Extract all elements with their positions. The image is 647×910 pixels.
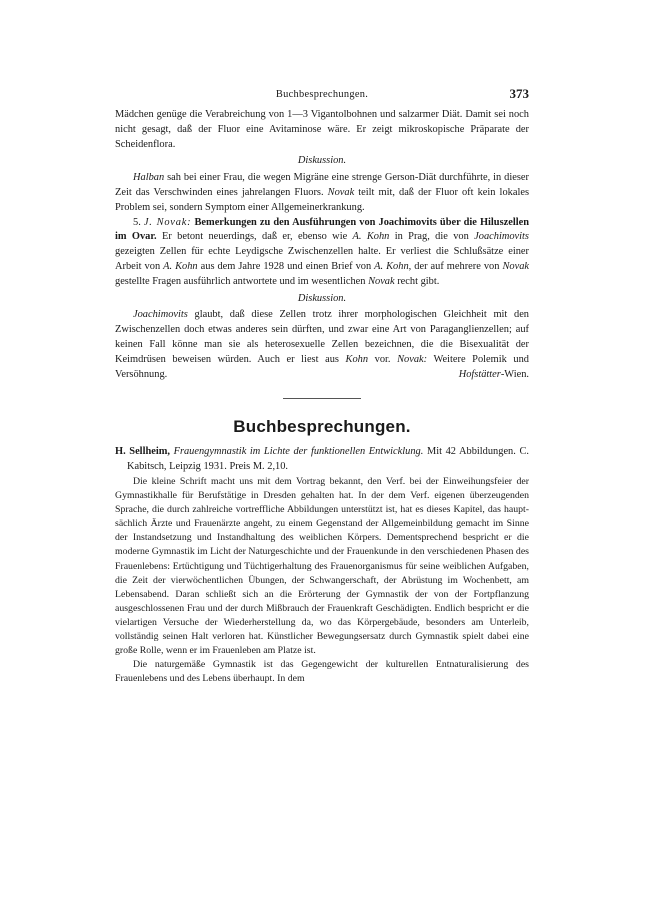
review-paragraph-2: Die naturgemäße Gymnastik ist das Gegengewicht der kulturellen Entnaturalisierung des Frauenlebens und des Lebens überhaupt. In dem xyxy=(115,659,529,685)
text-run: in Prag, die von xyxy=(389,231,475,243)
discussion-paragraph-2 xyxy=(115,308,529,382)
section-divider xyxy=(283,398,361,399)
text-run: vor. xyxy=(368,353,398,365)
review-author: H. Sellheim, xyxy=(115,446,170,458)
text-run: gestellte Fragen ausführlich antwortete und im wesentlichen xyxy=(115,275,369,287)
talk-title: Bemerkungen zu den Ausführungen von Joachimovits über die Hiluszellen im Ovar. xyxy=(115,216,530,243)
person-name: Joachimovits xyxy=(474,231,529,243)
signature-place: -Wien. xyxy=(500,368,529,380)
reviewer-signature xyxy=(115,368,529,383)
text-run: Weitere Polemik und Versöhnung. xyxy=(115,353,529,380)
text-run: recht gibt. xyxy=(394,275,440,287)
text-run: teilt mit, daß der Fluor oft kein lokales Problem sei, sondern Symptom einer Allgemeinerkrankung. xyxy=(115,186,529,213)
discussion-heading-2: Diskussion. xyxy=(297,292,347,304)
person-name: Kohn xyxy=(345,353,369,365)
text-run: gezeigten Zellen für echte Leydigsche Zwischenzellen halte. Er verliest die Schlußsätze einer Arbeit von xyxy=(115,246,529,272)
talk-author: J. Novak: xyxy=(143,216,192,228)
person-name: Novak: xyxy=(397,353,428,365)
person-name: Novak xyxy=(368,275,395,287)
text-run: der auf mehrere von xyxy=(411,260,503,272)
talk-5-paragraph xyxy=(115,216,529,290)
person-name: A. Kohn xyxy=(163,260,198,272)
review-paragraph-1: Die kleine Schrift macht uns mit dem Vortrag bekannt, den Verf. bei der Einweihungsfeier der Gymnastikhalle für Berufstätige in Dresden gehalten hat. In der dem Verf. eigenen überzeugenden Sprache, die durch zahlreiche vortreffliche Abbildungen unterstützt ist, hat es dieses Kapitel, das hauptsächlich Ärzte und Frauenärzte angeht, zu einem Gegenstand der Allgemeinbildung gemacht im Sinne der Instandsetzung und Instandhaltung des weiblichen Körpers. Dementsprechend bespricht er die moderne Gymnastik im Licht der Naturgeschichte und der Frauenkunde in den verschiedenen Phasen des Frauenlebens: Ertüchtigung und Tüchtigerhaltung des Frauenorganismus für seine weiblichen Aufgaben, die Zeit der vierwöchentlichen Übungen, der Schwangerschaft, der Abrüstung im Wochenbett, am Lebensabend. Daran schließt sich an die Erörterung der Gymnastik der von der Fortpflanzung ausgeschlossenen Frau und der durch Mißbrauch der Frauenkraft Geschädigten. Endlich bespricht er die vielartigen Versuche der Wiederherstellung da, wo das Körpergebäude, besonders am Unterleib, vollständig seinen Halt verloren hat. Künstlicher Bewegungsersatz durch Gymnastik spielt dabei eine große Rolle, wenn er im Frauenleben am Platze ist. xyxy=(115,475,529,657)
discussion-heading-1: Diskussion. xyxy=(297,155,347,167)
running-header xyxy=(115,86,529,104)
review-title: Frauengymnastik im Lichte der funktionellen Entwicklung. xyxy=(169,446,424,458)
running-title: Buchbesprechungen. xyxy=(275,89,369,100)
page-number: 373 xyxy=(509,86,529,101)
text-run: glaubt, daß diese Zellen trotz ihrer morphologischen Gleichheit mit den Zwischenzellen doch etwas anderes sein dürften, und zwar eine Art von Paraganglienzellen; auf keinen Fall könne man sie als heterosexuelle Zellen bezeichnen, die die Bisexualität der Keimdrüsen beweisen würden. Auch er liest aus xyxy=(115,309,529,365)
page-body xyxy=(115,108,529,686)
person-name: Halban xyxy=(133,172,165,184)
review-details: Mit 42 Abbildungen. C. Kabitsch, Leipzig 1931. Preis M. 2,10. xyxy=(127,446,529,473)
section-heading: Buchbesprechungen. xyxy=(233,417,411,437)
person-name: A. Kohn, xyxy=(374,260,412,272)
text-run: aus dem Jahre 1928 und einen Brief von xyxy=(197,260,375,272)
person-name: A. Kohn xyxy=(352,231,390,243)
text-run: sah bei einer Frau, die wegen Migräne eine strenge Gerson-Diät durchführte, in dieser Zeit das Verschwinden eines jahrelangen Fluors. xyxy=(115,172,529,198)
person-name: Novak xyxy=(502,260,529,272)
person-name: Joachimovits xyxy=(133,309,188,321)
review-citation xyxy=(115,445,529,475)
talk-number: 5. xyxy=(133,216,144,228)
discussion-paragraph-1 xyxy=(115,171,529,215)
signature-name: Hofstätter xyxy=(458,368,501,380)
text-run: Er betont neuerdings, daß er, ebenso wie xyxy=(156,231,353,243)
paragraph-fluor-continuation: Mädchen genüge die Verabreichung von 1—3 Vigantolbohnen und salzarmer Diät. Damit sei noch nicht gesagt, daß der Fluor eine Avitaminose wäre. Er zeigt mikroskopische Präparate der Scheidenflora. xyxy=(115,109,529,150)
person-name: Novak xyxy=(327,186,355,198)
